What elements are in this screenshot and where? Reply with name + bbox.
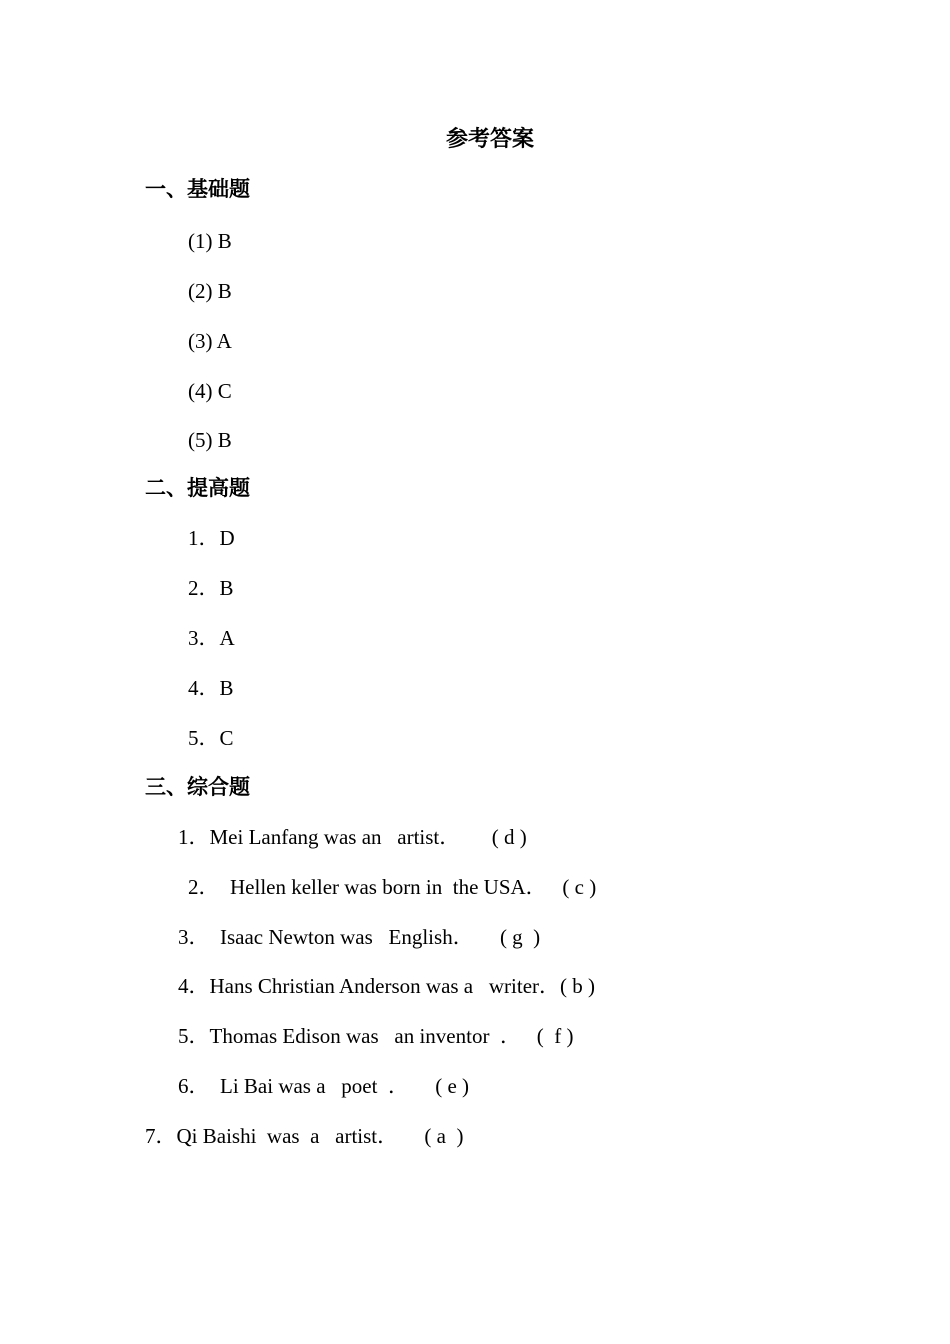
answer-item: (2) B: [188, 279, 232, 303]
section-heading-basic: 一、基础题: [145, 177, 250, 201]
answer-item: 3．A: [188, 626, 235, 650]
answer-item: 2．B: [188, 576, 234, 600]
answer-item: 5．C: [188, 726, 234, 750]
answer-item: (3) A: [188, 329, 232, 353]
answer-item: 4．B: [188, 676, 234, 700]
answer-item: (5) B: [188, 428, 232, 452]
answer-item: (4) C: [188, 379, 232, 403]
answer-sentence: 6． Li Bai was a poet ． ( e ): [178, 1074, 470, 1098]
answer-item: (1) B: [188, 229, 232, 253]
page-title: 参考答案: [445, 127, 534, 152]
answer-sentence: 5．Thomas Edison was an inventor ． ( f ): [178, 1024, 574, 1048]
answer-sentence: 3． Isaac Newton was English． ( g ): [178, 925, 541, 949]
answer-sentence: 2． Hellen keller was born in the USA． ( c ): [188, 875, 597, 899]
answer-item: 1．D: [188, 526, 235, 550]
section-heading-advanced: 二、提高题: [145, 476, 250, 500]
section-heading-comprehensive: 三、综合题: [145, 775, 250, 799]
answer-sentence: 7．Qi Baishi was a artist． ( a ): [145, 1124, 464, 1148]
answer-sentence: 1．Mei Lanfang was an artist． ( d ): [178, 825, 527, 849]
answer-sentence: 4．Hans Christian Anderson was a writer．( b ): [178, 974, 596, 998]
